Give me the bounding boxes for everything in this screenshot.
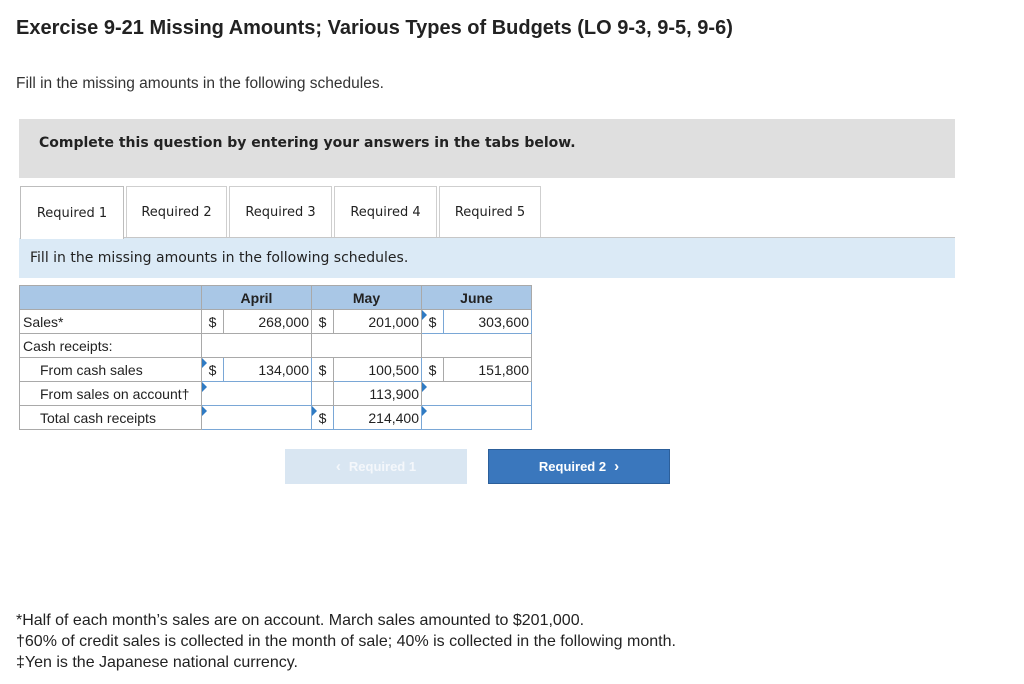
tab-instructions-text: Fill in the missing amounts in the following schedules. bbox=[30, 250, 409, 266]
cash-receipts-june-empty bbox=[422, 334, 532, 358]
tab-required-4[interactable]: Required 4 bbox=[334, 186, 437, 237]
header-june: June bbox=[422, 286, 532, 310]
schedule-table bbox=[19, 285, 532, 430]
tab-required-2[interactable]: Required 2 bbox=[126, 186, 227, 237]
cash-sales-june-value: 151,800 bbox=[444, 358, 532, 382]
cash-sales-label: From cash sales bbox=[20, 358, 202, 382]
chevron-right-icon: › bbox=[614, 458, 620, 475]
tab-instructions bbox=[19, 238, 955, 278]
sales-on-account-label: From sales on account† bbox=[20, 382, 202, 406]
table-row-cash-receipts bbox=[20, 334, 532, 358]
tab-required-1[interactable]: Required 1 bbox=[20, 186, 124, 239]
page-title: Exercise 9-21 Missing Amounts; Various Types of Budgets (LO 9-3, 9-5, 9-6) bbox=[16, 17, 733, 39]
sales-june-currency[interactable]: $ bbox=[422, 310, 444, 334]
input-marker-icon bbox=[422, 310, 427, 320]
banner-text: Complete this question by entering your answers in the tabs below. bbox=[39, 135, 576, 151]
sales-label: Sales* bbox=[20, 310, 202, 334]
input-marker-icon bbox=[422, 382, 427, 392]
total-cash-receipts-label: Total cash receipts bbox=[20, 406, 202, 430]
header-blank bbox=[20, 286, 202, 310]
table-row-cash-sales bbox=[20, 358, 532, 382]
total-may-currency[interactable]: $ bbox=[312, 406, 334, 430]
header-may: May bbox=[312, 286, 422, 310]
total-april-input[interactable] bbox=[202, 406, 312, 430]
account-june-input[interactable] bbox=[422, 382, 532, 406]
sales-may-currency: $ bbox=[312, 310, 334, 334]
next-button-label: Required 2 bbox=[538, 459, 607, 474]
sales-may-value: 201,000 bbox=[334, 310, 422, 334]
table-row-sales-on-account bbox=[20, 382, 532, 406]
total-june-input[interactable] bbox=[422, 406, 532, 430]
tab-required-5[interactable]: Required 5 bbox=[439, 186, 541, 237]
chevron-left-icon: ‹ bbox=[335, 458, 341, 475]
account-may-value: 113,900 bbox=[334, 382, 422, 406]
footnote-2: †60% of credit sales is collected in the month of sale; 40% is collected in the following month. bbox=[16, 633, 676, 650]
cash-sales-may-currency: $ bbox=[312, 358, 334, 382]
sales-june-input[interactable]: 303,600 bbox=[444, 310, 532, 334]
total-may-input[interactable]: 214,400 bbox=[334, 406, 422, 430]
intro-text: Fill in the missing amounts in the following schedules. bbox=[16, 75, 384, 92]
input-marker-icon bbox=[202, 358, 207, 368]
cash-sales-april-input[interactable]: 134,000 bbox=[224, 358, 312, 382]
cash-receipts-label: Cash receipts: bbox=[20, 334, 202, 358]
prev-button[interactable] bbox=[285, 449, 467, 484]
prev-button-label: Required 1 bbox=[348, 459, 417, 474]
input-marker-icon bbox=[422, 406, 427, 416]
instruction-banner bbox=[19, 119, 955, 178]
table-row-total bbox=[20, 406, 532, 430]
footnote-3: ‡Yen is the Japanese national currency. bbox=[16, 654, 298, 671]
account-may-currency bbox=[312, 382, 334, 406]
footnote-1: *Half of each month’s sales are on account. March sales amounted to $201,000. bbox=[16, 612, 585, 629]
cash-receipts-april-empty bbox=[202, 334, 312, 358]
table-row-sales bbox=[20, 310, 532, 334]
sales-april-value: 268,000 bbox=[224, 310, 312, 334]
header-april: April bbox=[202, 286, 312, 310]
cash-sales-april-currency[interactable]: $ bbox=[202, 358, 224, 382]
input-marker-icon bbox=[312, 406, 317, 416]
cash-sales-may-input[interactable]: 100,500 bbox=[334, 358, 422, 382]
cash-sales-june-currency: $ bbox=[422, 358, 444, 382]
input-marker-icon bbox=[202, 382, 207, 392]
next-button[interactable] bbox=[488, 449, 670, 484]
sales-april-currency: $ bbox=[202, 310, 224, 334]
table-header-row bbox=[20, 286, 532, 310]
input-marker-icon bbox=[202, 406, 207, 416]
cash-receipts-may-empty bbox=[312, 334, 422, 358]
tab-required-3[interactable]: Required 3 bbox=[229, 186, 332, 237]
account-april-input[interactable] bbox=[202, 382, 312, 406]
